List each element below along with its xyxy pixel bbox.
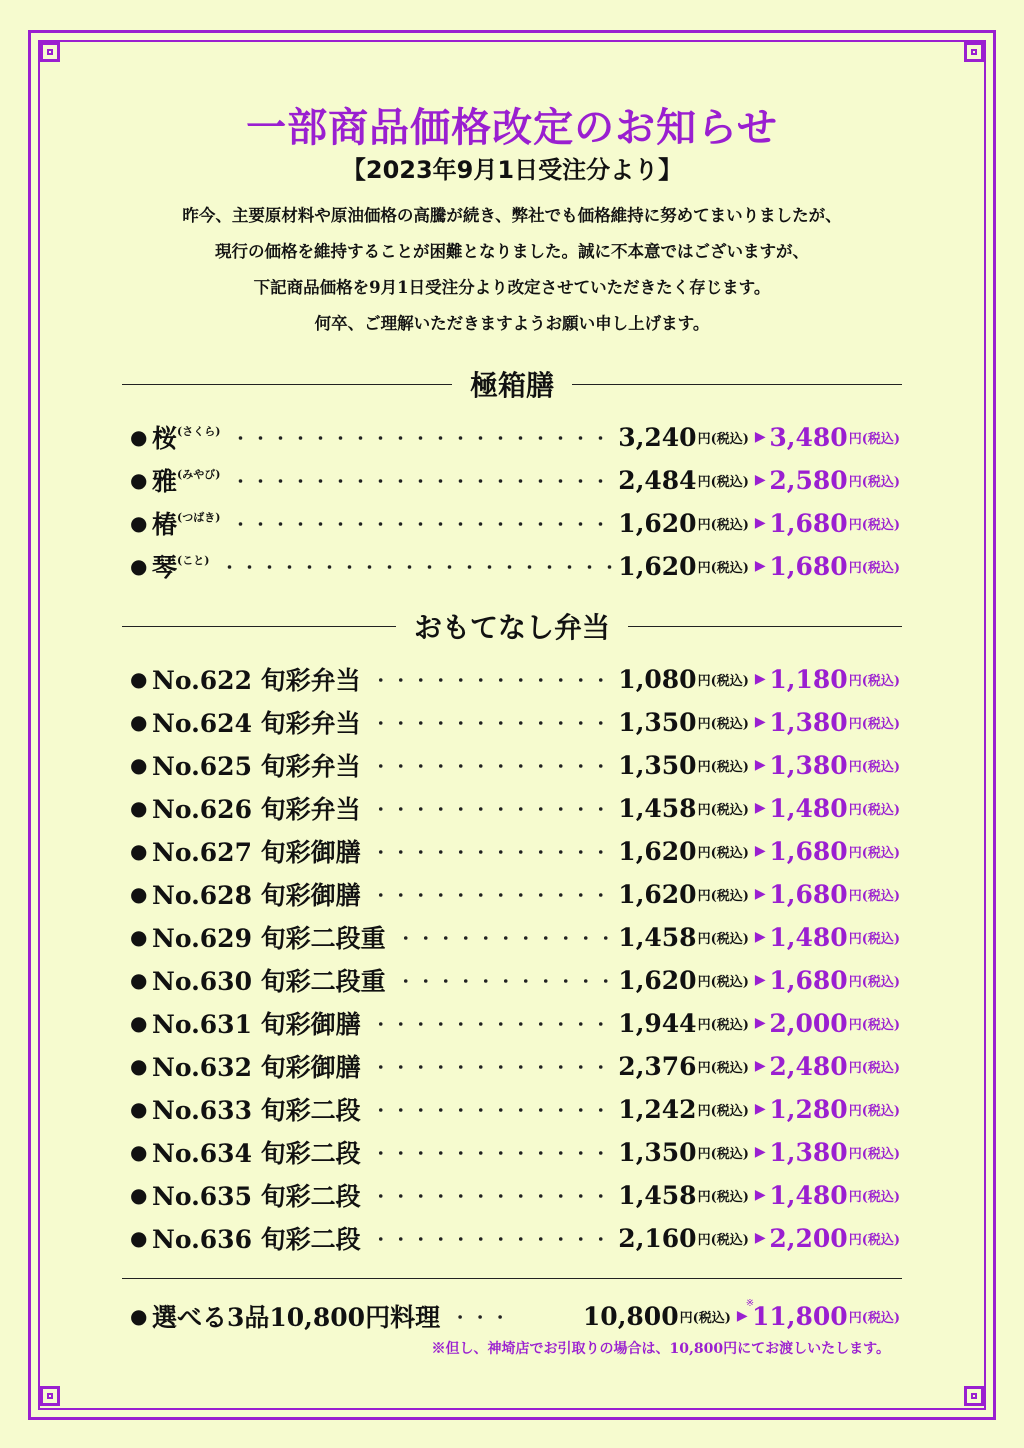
arrow-right-icon: ▶ (754, 1187, 766, 1203)
tax-label: 円(税込) (697, 974, 749, 990)
tax-label: 円(税込) (848, 474, 900, 490)
heading-rule (572, 384, 902, 385)
new-price: 1,680 (769, 551, 848, 581)
leader-dots (209, 555, 616, 578)
footnote: ※但し、神埼店でお引取りの場合は、10,800円にてお渡しいたします。 (431, 1341, 890, 1357)
price-row (130, 1175, 900, 1215)
bullet-icon: ● (130, 1304, 148, 1328)
arrow-right-icon: ▶ (754, 1230, 766, 1246)
bullet-icon: ● (130, 667, 148, 691)
price-row (130, 702, 900, 742)
intro-line: 昨今、主要原材料や原油価格の高騰が続き、弊社でも価格維持に努めてまいりましたが、 (182, 206, 842, 225)
tax-label: 円(税込) (679, 1310, 731, 1326)
new-price: 2,480 (769, 1051, 848, 1081)
item-name: No.632 旬彩御膳 (152, 1053, 361, 1082)
special-item-row (130, 1296, 900, 1336)
price-row (130, 788, 900, 828)
price-row (130, 1089, 900, 1129)
tax-label: 円(税込) (697, 517, 749, 533)
tax-label: 円(税込) (848, 759, 900, 775)
tax-label: 円(税込) (697, 1060, 749, 1076)
note-mark: ※ (745, 1298, 755, 1309)
intro-line: 何卒、ご理解いただきますようお願い申し上げます。 (314, 314, 710, 333)
arrow-right-icon: ▶ (754, 558, 766, 574)
bullet-icon: ● (130, 1097, 148, 1121)
price-row (130, 960, 900, 1000)
leader-dots (361, 754, 617, 777)
tax-label: 円(税込) (697, 716, 749, 732)
bullet-icon: ● (130, 1183, 148, 1207)
tax-label: 円(税込) (697, 845, 749, 861)
old-price: 2,160 (618, 1223, 697, 1253)
bullet-icon: ● (130, 511, 148, 535)
bullet-icon: ● (130, 753, 148, 777)
tax-label: 円(税込) (697, 1189, 749, 1205)
new-price: 1,680 (769, 879, 848, 909)
heading-rule (122, 384, 452, 385)
bullet-icon: ● (130, 425, 148, 449)
new-price: 1,480 (769, 922, 848, 952)
old-price: 3,240 (618, 422, 697, 452)
item-name: 桜 (152, 424, 178, 453)
tax-label: 円(税込) (697, 802, 749, 818)
old-price: 1,620 (618, 965, 697, 995)
new-price: 2,580 (769, 465, 848, 495)
leader-dots (361, 1141, 617, 1164)
tax-label: 円(税込) (848, 888, 900, 904)
new-price: 3,480 (769, 422, 848, 452)
new-price: 2,200 (769, 1223, 848, 1253)
arrow-right-icon: ▶ (754, 757, 766, 773)
price-row (130, 917, 900, 957)
price-row (130, 874, 900, 914)
arrow-right-icon: ▶ (754, 429, 766, 445)
price-row (130, 1218, 900, 1258)
intro-line: 下記商品価格を9月1日受注分より改定させていただきたく存じます。 (253, 278, 771, 297)
item-reading: (さくら) (177, 425, 221, 438)
new-price: 1,680 (769, 508, 848, 538)
new-price: 1,280 (769, 1094, 848, 1124)
tax-label: 円(税込) (848, 431, 900, 447)
old-price: 1,944 (618, 1008, 697, 1038)
bullet-icon: ● (130, 554, 148, 578)
leader-dots (361, 1184, 617, 1207)
arrow-right-icon: ▶ (754, 972, 766, 988)
tax-label: 円(税込) (848, 845, 900, 861)
leader-dots (361, 711, 617, 734)
arrow-right-icon: ▶ (754, 800, 766, 816)
new-price: 1,380 (769, 750, 848, 780)
old-price: 1,458 (618, 793, 697, 823)
item-name: 椿 (152, 510, 178, 539)
corner-ornament (964, 1386, 984, 1406)
item-name: No.626 旬彩弁当 (152, 795, 361, 824)
section-heading (122, 606, 902, 646)
tax-label: 円(税込) (697, 673, 749, 689)
bullet-icon: ● (130, 1140, 148, 1164)
heading-rule (122, 626, 396, 627)
tax-label: 円(税込) (848, 1146, 900, 1162)
price-row (130, 831, 900, 871)
old-price: 1,350 (618, 707, 697, 737)
new-price: 11,800 (752, 1301, 848, 1331)
arrow-right-icon: ▶ (754, 1144, 766, 1160)
effective-date: 【2023年9月1日受注分より】 (341, 156, 683, 184)
notice-title: 一部商品価格改定のお知らせ (246, 105, 778, 151)
leader-dots (361, 883, 617, 906)
price-row (130, 659, 900, 699)
arrow-right-icon: ▶ (754, 515, 766, 531)
old-price: 1,620 (618, 551, 697, 581)
new-price: 1,380 (769, 1137, 848, 1167)
item-reading: (こと) (177, 554, 210, 567)
bullet-icon: ● (130, 468, 148, 492)
tax-label: 円(税込) (848, 931, 900, 947)
bullet-icon: ● (130, 796, 148, 820)
tax-label: 円(税込) (848, 1060, 900, 1076)
corner-ornament (964, 42, 984, 62)
old-price: 1,620 (618, 879, 697, 909)
tax-label: 円(税込) (697, 931, 749, 947)
old-price: 1,350 (618, 1137, 697, 1167)
old-price: 1,620 (618, 508, 697, 538)
section-heading (122, 364, 902, 404)
bullet-icon: ● (130, 1011, 148, 1035)
price-row (130, 1132, 900, 1172)
item-name: No.625 旬彩弁当 (152, 752, 361, 781)
item-name: No.635 旬彩二段 (152, 1182, 361, 1211)
bullet-icon: ● (130, 968, 148, 992)
old-price: 1,458 (618, 922, 697, 952)
leader-dots (361, 1098, 617, 1121)
leader-dots (220, 512, 616, 535)
bullet-icon: ● (130, 925, 148, 949)
bullet-icon: ● (130, 710, 148, 734)
tax-label: 円(税込) (848, 716, 900, 732)
arrow-right-icon: ▶ (754, 886, 766, 902)
new-price: 1,480 (769, 793, 848, 823)
tax-label: 円(税込) (848, 1232, 900, 1248)
tax-label: 円(税込) (848, 974, 900, 990)
price-row (130, 417, 900, 457)
bullet-icon: ● (130, 882, 148, 906)
new-price: 1,680 (769, 965, 848, 995)
tax-label: 円(税込) (848, 1310, 900, 1326)
tax-label: 円(税込) (697, 431, 749, 447)
item-name: No.630 旬彩二段重 (152, 967, 386, 996)
item-name: No.627 旬彩御膳 (152, 838, 361, 867)
corner-ornament (40, 1386, 60, 1406)
leader-dots (220, 469, 616, 492)
arrow-right-icon: ▶ (754, 1015, 766, 1031)
leader-dots (361, 1055, 617, 1078)
tax-label: 円(税込) (697, 560, 749, 576)
old-price: 10,800 (582, 1301, 679, 1331)
item-name: 雅 (152, 467, 178, 496)
tax-label: 円(税込) (848, 673, 900, 689)
old-price: 1,080 (618, 664, 697, 694)
arrow-right-icon: ▶ (754, 843, 766, 859)
item-name: No.636 旬彩二段 (152, 1225, 361, 1254)
price-row (130, 460, 900, 500)
section-title: 極箱膳 (470, 369, 555, 402)
leader-dots (361, 1227, 617, 1250)
tax-label: 円(税込) (848, 802, 900, 818)
leader-dots (361, 797, 617, 820)
intro-paragraph (80, 198, 944, 342)
item-name: No.624 旬彩弁当 (152, 709, 361, 738)
price-row (130, 745, 900, 785)
tax-label: 円(税込) (848, 1017, 900, 1033)
intro-line: 現行の価格を維持することが困難となりました。誠に不本意ではございますが、 (215, 242, 809, 261)
item-name: No.628 旬彩御膳 (152, 881, 361, 910)
leader-dots (361, 840, 617, 863)
new-price: 1,180 (769, 664, 848, 694)
tax-label: 円(税込) (848, 560, 900, 576)
heading-rule (628, 626, 902, 627)
old-price: 1,350 (618, 750, 697, 780)
price-row (130, 1046, 900, 1086)
leader-dots (386, 926, 617, 949)
tax-label: 円(税込) (697, 759, 749, 775)
item-reading: (つばき) (177, 511, 221, 524)
tax-label: 円(税込) (697, 1017, 749, 1033)
corner-ornament (40, 42, 60, 62)
item-reading: (みやび) (177, 468, 221, 481)
item-name: 琴 (152, 553, 178, 582)
item-name: No.633 旬彩二段 (152, 1096, 361, 1125)
bullet-icon: ● (130, 1054, 148, 1078)
bullet-icon: ● (130, 1226, 148, 1250)
item-name: No.629 旬彩二段重 (152, 924, 386, 953)
old-price: 1,458 (618, 1180, 697, 1210)
leader-dots (386, 969, 617, 992)
tax-label: 円(税込) (697, 474, 749, 490)
tax-label: 円(税込) (697, 1232, 749, 1248)
new-price: 1,480 (769, 1180, 848, 1210)
leader-dots (361, 668, 617, 691)
arrow-right-icon: ▶ (754, 671, 766, 687)
arrow-right-icon: ▶ (754, 472, 766, 488)
item-name: No.631 旬彩御膳 (152, 1010, 361, 1039)
arrow-right-icon: ▶ (754, 1101, 766, 1117)
section-title: おもてなし弁当 (414, 611, 611, 644)
arrow-right-icon: ▶ (736, 1308, 748, 1324)
arrow-right-icon: ▶ (754, 714, 766, 730)
tax-label: 円(税込) (848, 1189, 900, 1205)
new-price: 1,380 (769, 707, 848, 737)
arrow-right-icon: ▶ (754, 929, 766, 945)
old-price: 1,242 (618, 1094, 697, 1124)
item-name: No.634 旬彩二段 (152, 1139, 361, 1168)
leader-dots (440, 1305, 583, 1328)
price-row (130, 1003, 900, 1043)
tax-label: 円(税込) (697, 888, 749, 904)
section-divider (122, 1278, 902, 1279)
price-row (130, 503, 900, 543)
new-price: 1,680 (769, 836, 848, 866)
item-name: No.622 旬彩弁当 (152, 666, 361, 695)
leader-dots (220, 426, 616, 449)
new-price: 2,000 (769, 1008, 848, 1038)
arrow-right-icon: ▶ (754, 1058, 766, 1074)
tax-label: 円(税込) (697, 1103, 749, 1119)
old-price: 1,620 (618, 836, 697, 866)
leader-dots (361, 1012, 617, 1035)
tax-label: 円(税込) (848, 1103, 900, 1119)
tax-label: 円(税込) (697, 1146, 749, 1162)
bullet-icon: ● (130, 839, 148, 863)
old-price: 2,484 (618, 465, 697, 495)
price-row (130, 546, 900, 586)
item-name: 選べる3品10,800円料理 (152, 1303, 441, 1332)
old-price: 2,376 (618, 1051, 697, 1081)
tax-label: 円(税込) (848, 517, 900, 533)
